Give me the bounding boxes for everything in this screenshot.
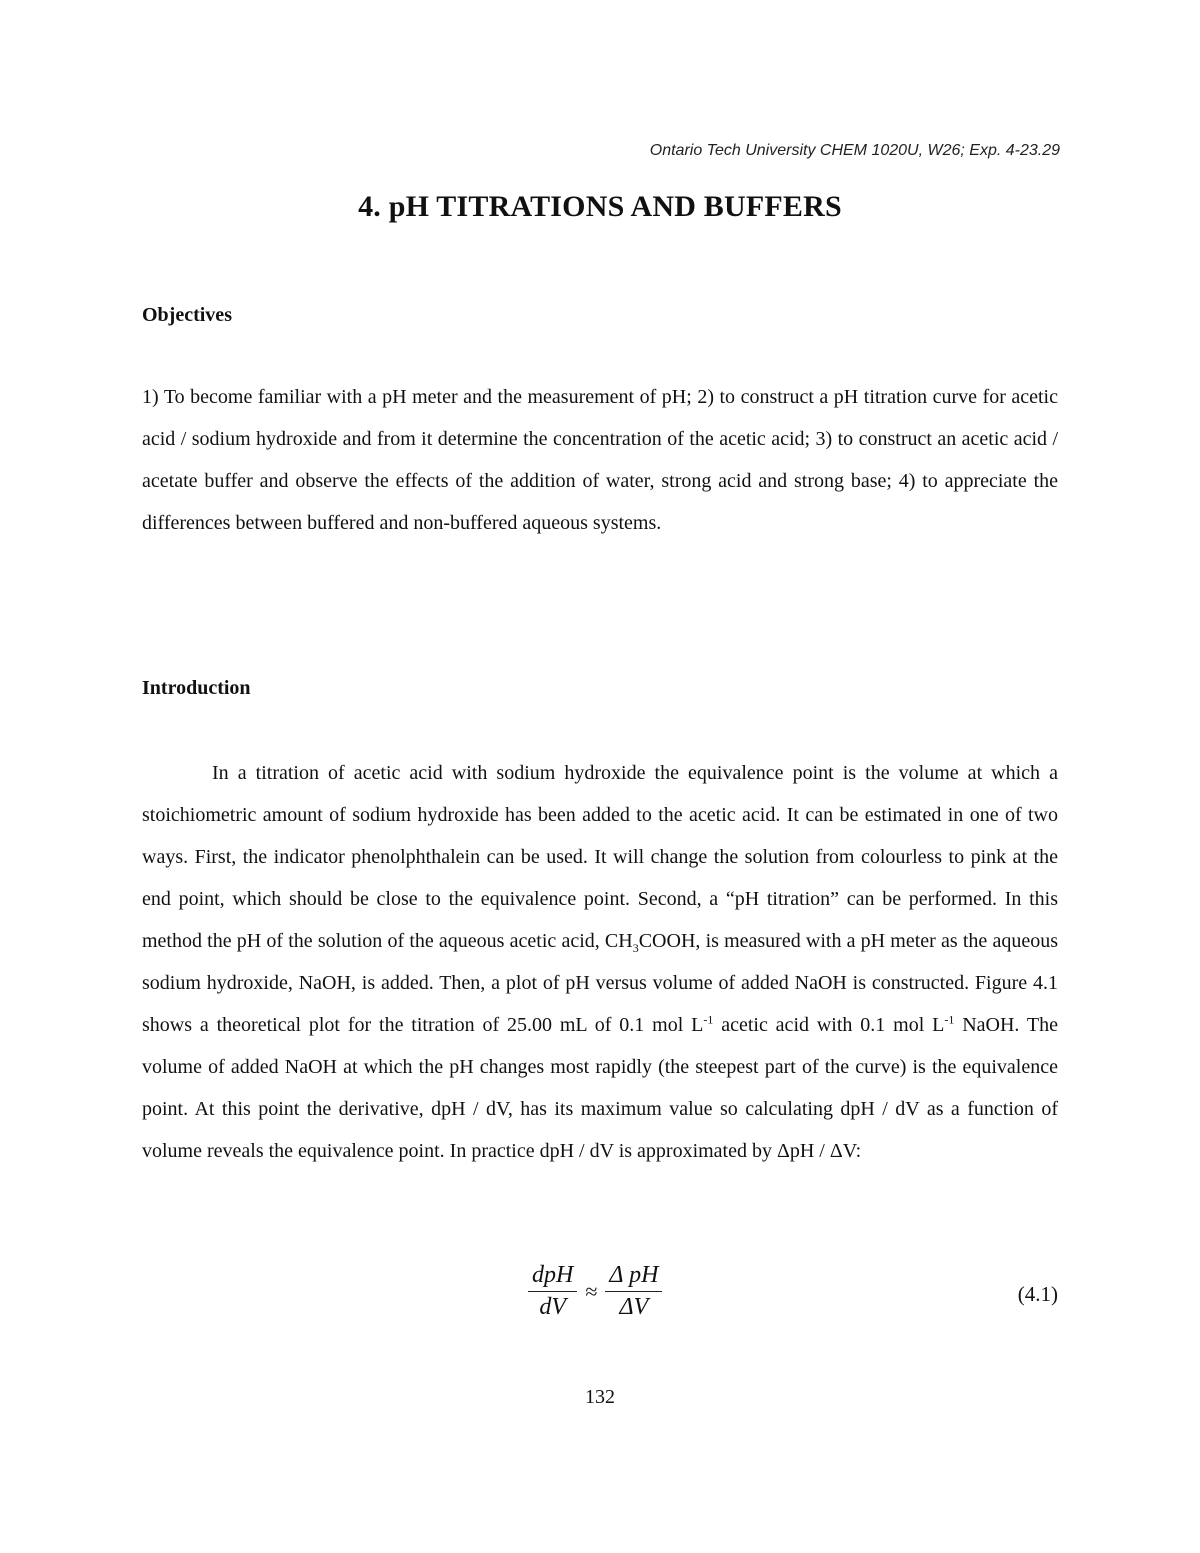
intro-text-part-2: COOH, is measured with a pH meter as the aqueous sodium hydroxide, NaOH, is added. Then, a plot of pH versus volume of added NaOH is constructed. Figure 4.1 shows a theoretical plot for the titration of 25.00 mL of 0.1 mol L [142,930,1058,1036]
rhs-numerator: Δ pH [605,1262,662,1292]
page-title: 4. pH TITRATIONS AND BUFFERS [358,190,842,223]
intro-text-part-1: In a titration of acetic acid with sodium hydroxide the equivalence point is the volume at which a stoichiometric amount of sodium hydroxide has been added to the acetic acid. It can be estimated in one of two ways. First, the indicator phenolphthalein can be used. It will change the solution from colourless to pink at the end point, which should be close to the equivalence point. Second, a “pH titration” can be performed. In this method the pH of the solution of the aqueous acetic acid, CH [142,762,1058,952]
lhs-numerator: dpH [528,1262,577,1292]
intro-text-part-4: NaOH. The volume of added NaOH at which the pH changes most rapidly (the steepest part of the curve) is the equivalence point. At this point the derivative, dpH / dV, has its maximum value so calculating dpH / dV as a function of volume reveals the equivalence point. In practice dpH / dV is approximated by ΔpH / ΔV: [142,1014,1058,1162]
lhs-denominator: dV [539,1294,566,1320]
running-head: Ontario Tech University CHEM 1020U, W26; Exp. 4-23.29 [649,142,1060,159]
approx-symbol: ≈ [585,1278,598,1304]
superscript-minus-1-b: -1 [944,1012,955,1027]
equation-number: (4.1) [1017,1282,1058,1306]
page-number: 132 [585,1386,615,1408]
rhs-fraction [605,1262,662,1321]
equation-4-1 [528,1262,662,1321]
objectives-heading: Objectives [142,304,232,326]
introduction-heading: Introduction [142,677,251,699]
introduction-paragraph [142,752,1058,1172]
objectives-paragraph: 1) To become familiar with a pH meter and the measurement of pH; 2) to construct a pH titration curve for acetic acid / sodium hydroxide and from it determine the concentration of the acetic acid; 3) to construct an acetic acid / acetate buffer and observe the effects of the addition of water, strong acid and strong base; 4) to appreciate the differences between buffered and non-buffered aqueous systems. [142,386,1058,534]
subscript-3: 3 [632,941,639,955]
rhs-denominator: ΔV [619,1294,649,1320]
superscript-minus-1: -1 [703,1012,714,1027]
lhs-fraction [528,1262,577,1321]
intro-text-part-3: acetic acid with 0.1 mol L [713,1014,945,1036]
